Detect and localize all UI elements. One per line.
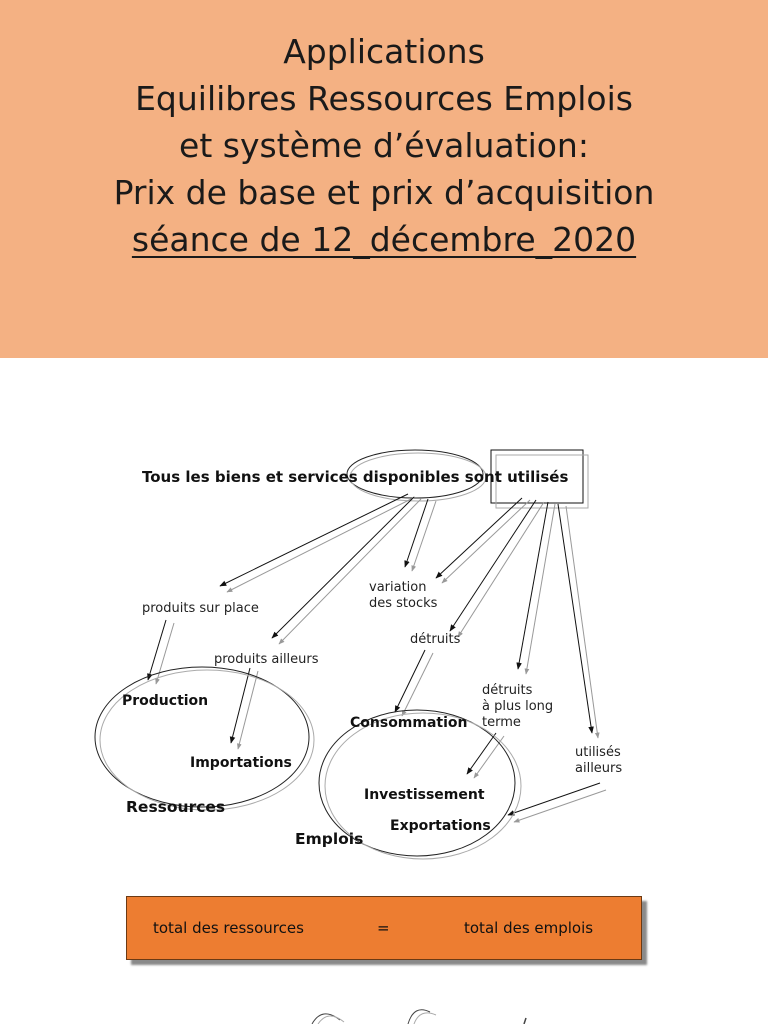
- arrow-to-produits-sur-place-shadow: [227, 497, 415, 592]
- label-produits-sur-place: produits sur place: [142, 601, 259, 616]
- label-ressources: Ressources: [126, 798, 226, 816]
- next-diagram-fragment-right: [524, 1018, 526, 1024]
- title-line-2: Equilibres Ressources Emplois: [135, 79, 633, 118]
- arrow-to-detruits-shadow: [458, 502, 544, 637]
- arrow-to-variation-from-used-shadow: [442, 500, 530, 583]
- arrow-to-detruits: [450, 500, 536, 631]
- label-detruits-long-line3: terme: [482, 715, 521, 730]
- label-production: Production: [122, 693, 209, 709]
- arrow-to-utilises-ailleurs-shadow: [566, 506, 598, 738]
- next-diagram-fragment-left: [312, 1014, 340, 1024]
- diagram-heading: Tous les biens et services disponibles sont utilisés: [142, 468, 569, 486]
- next-diagram-fragment-left-shadow: [318, 1016, 344, 1024]
- arrow-to-produits-ailleurs: [272, 497, 414, 638]
- slide-title: [0, 28, 768, 263]
- label-variation-line1: variation: [369, 580, 427, 595]
- arrow-to-importations-shadow: [238, 671, 258, 749]
- title-line-1: Applications: [283, 32, 485, 71]
- label-detruits-long-line1: détruits: [482, 683, 533, 698]
- label-emplois: Emplois: [295, 830, 364, 848]
- label-utilises-line2: ailleurs: [575, 761, 623, 776]
- label-variation-line2: des stocks: [369, 596, 438, 611]
- arrow-to-produits-sur-place: [220, 494, 408, 586]
- total-emplois-label: total des emplois: [464, 919, 594, 937]
- next-diagram-fragment-mid: [408, 1010, 430, 1024]
- arrow-to-detruits-long-terme: [518, 502, 548, 669]
- label-detruits: détruits: [410, 632, 461, 647]
- label-detruits-long-line2: à plus long: [482, 699, 554, 714]
- label-importations: Importations: [190, 755, 292, 771]
- arrow-to-utilises-ailleurs: [558, 504, 592, 733]
- arrow-to-produits-ailleurs-shadow: [279, 499, 421, 644]
- arrow-to-production-shadow: [156, 623, 174, 684]
- label-investissement: Investissement: [364, 787, 485, 803]
- label-consommation: Consommation: [350, 715, 468, 731]
- equals-sign: =: [377, 919, 390, 937]
- arrow-to-importations: [231, 668, 250, 743]
- arrow-to-detruits-long-terme-shadow: [526, 504, 555, 674]
- arrow-to-exportations-shadow: [514, 790, 606, 822]
- label-utilises-line1: utilisés: [575, 745, 621, 760]
- arrow-to-variation-from-used: [436, 498, 522, 578]
- session-date: séance de 12_décembre_2020: [131, 220, 637, 259]
- arrow-to-consommation-shadow: [402, 653, 433, 716]
- arrow-to-consommation: [395, 650, 425, 712]
- totals-balance-box: [126, 896, 642, 960]
- title-line-3: et système d’évaluation:: [179, 126, 589, 165]
- title-line-4: Prix de base et prix d’acquisition: [113, 173, 655, 212]
- label-exportations: Exportations: [390, 818, 491, 834]
- label-produits-ailleurs: produits ailleurs: [214, 652, 319, 667]
- total-ressources-label: total des ressources: [153, 919, 304, 937]
- next-diagram-fragment-mid-shadow: [414, 1013, 436, 1024]
- arrow-to-exportations: [508, 783, 600, 815]
- title-line-5: [0, 216, 768, 263]
